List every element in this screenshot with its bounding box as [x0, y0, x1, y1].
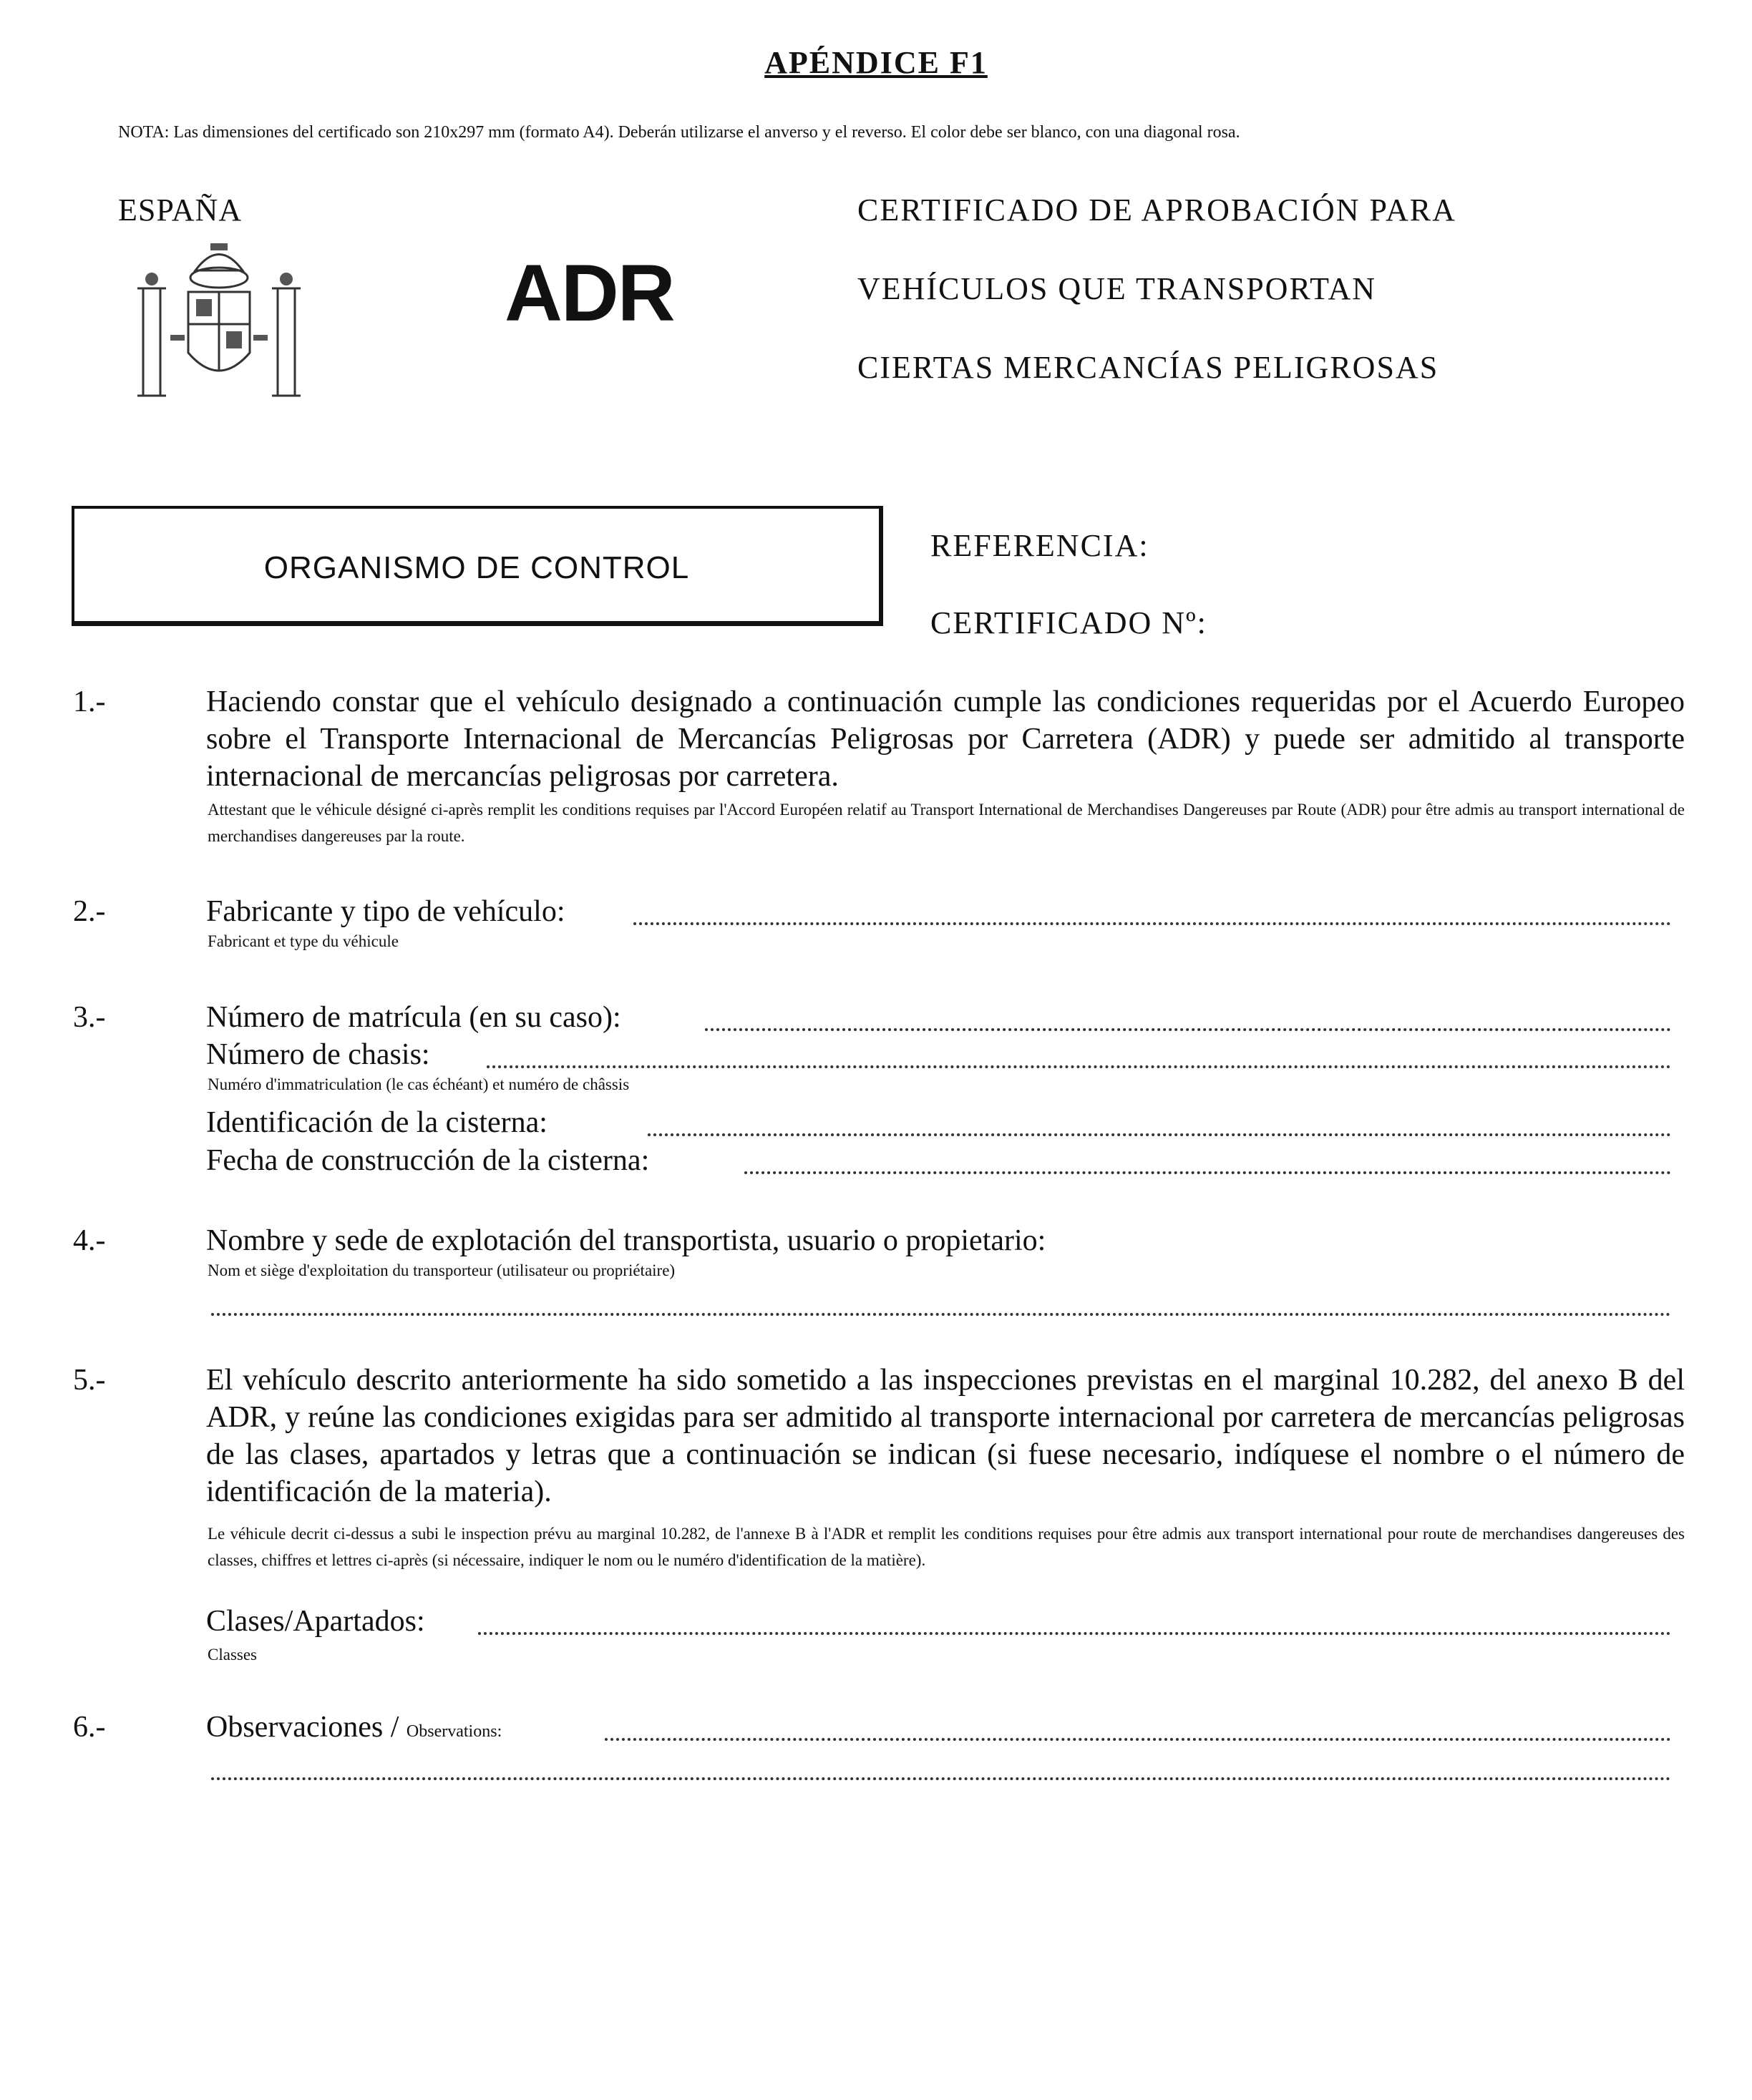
section-3-number: 3.- — [73, 1001, 106, 1034]
tank-identification-field[interactable] — [648, 1133, 1671, 1136]
section-4-number: 4.- — [73, 1224, 106, 1257]
reference-label: REFERENCIA: — [930, 528, 1149, 563]
section-1-number: 1.- — [73, 685, 106, 718]
classes-field[interactable] — [478, 1632, 1671, 1635]
operator-french-label: Nom et siège d'exploitation du transporteur (utilisateur ou propriétaire) — [208, 1261, 676, 1279]
classes-french-label: Classes — [208, 1646, 257, 1664]
adr-logo: ADR — [505, 248, 674, 338]
section-1-french-text: Attestant que le véhicule désigné ci-après remplit les conditions requises par l'Accord Européen relatif au Transport International de Merchandises Dangereuses par Route (ADR) pour être admis au transport international de merchandises dangereuses par la route. — [208, 801, 1685, 845]
registration-number-label: Número de matrícula (en su caso): — [206, 1001, 621, 1034]
manufacturer-label: Fabricante y tipo de vehículo: — [206, 895, 565, 928]
chassis-number-field[interactable] — [487, 1065, 1671, 1068]
section-1-text: Haciendo constar que el vehículo designado a continuación cumple las condiciones requeridas por el Acuerdo Europeo sobre el Transporte Internacional de Mercancías Peligrosas por Carretera (ADR) y puede ser admitido al transporte internacional de mercancías peligrosas por carretera. — [206, 685, 1685, 793]
certificate-title-line-1: CERTIFICADO DE APROBACIÓN PARA — [857, 192, 1456, 228]
operator-label: Nombre y sede de explotación del transportista, usuario o propietario: — [206, 1224, 1046, 1257]
section-5-french-text: Le véhicule decrit ci-dessus a subi le inspection prévu au marginal 10.282, de l'annexe B à l'ADR et remplit les conditions requises pour être admis aux transport international pour route de merchandises dangereuses des classes, chiffres et lettres ci-après (si nécessaire, indiquer le nom ou le numéro d'identification de la matière). — [208, 1525, 1685, 1569]
section-5-text: El vehículo descrito anteriormente ha sido sometido a las inspecciones previstas en el marginal 10.282, del anexo B del ADR, y reúne las condiciones exigidas para ser admitido al transporte internacional por carretera de mercancías peligrosas de las clases, apartados y letras que a continuación se indican (si fuese necesario, indíquese el nombre o el número de identificación de la materia). — [206, 1364, 1685, 1508]
coat-of-arms-icon — [127, 228, 311, 414]
certificate-title-line-3: CIERTAS MERCANCÍAS PELIGROSAS — [857, 350, 1439, 385]
tank-construction-date-label: Fecha de construcción de la cisterna: — [206, 1144, 650, 1177]
certificate-number-label: CERTIFICADO Nº: — [930, 605, 1207, 640]
manufacturer-field[interactable] — [633, 922, 1671, 925]
manufacturer-french-label: Fabricant et type du véhicule — [208, 932, 399, 950]
country-label: ESPAÑA — [118, 192, 243, 228]
chassis-number-label: Número de chasis: — [206, 1038, 430, 1071]
observations-label-es: Observaciones / — [206, 1711, 399, 1744]
classes-label: Clases/Apartados: — [206, 1605, 425, 1638]
section-5-number: 5.- — [73, 1364, 106, 1397]
control-body-box — [72, 506, 883, 626]
section-6-number: 6.- — [73, 1711, 106, 1744]
observations-label-fr: Observations: — [406, 1722, 502, 1741]
registration-number-field[interactable] — [705, 1028, 1671, 1031]
tank-identification-label: Identificación de la cisterna: — [206, 1106, 548, 1139]
dimensions-note: NOTA: Las dimensiones del certificado son 210x297 mm (formato A4). Deberán utilizarse el anverso y el reverso. El color debe ser blanco, con una diagonal rosa. — [118, 123, 1240, 142]
observations-field[interactable] — [605, 1738, 1671, 1741]
observations-field-line-2[interactable] — [211, 1777, 1671, 1780]
registration-chassis-french-label: Numéro d'immatriculation (le cas échéant) et numéro de châssis — [208, 1075, 630, 1093]
tank-construction-date-field[interactable] — [744, 1171, 1671, 1174]
page-title: APÉNDICE F1 — [764, 45, 988, 80]
control-body-label: ORGANISMO DE CONTROL — [263, 550, 690, 585]
section-2-number: 2.- — [73, 895, 106, 928]
operator-field[interactable] — [211, 1313, 1671, 1316]
certificate-title-line-2: VEHÍCULOS QUE TRANSPORTAN — [857, 271, 1377, 306]
observations-label — [206, 1710, 502, 1744]
